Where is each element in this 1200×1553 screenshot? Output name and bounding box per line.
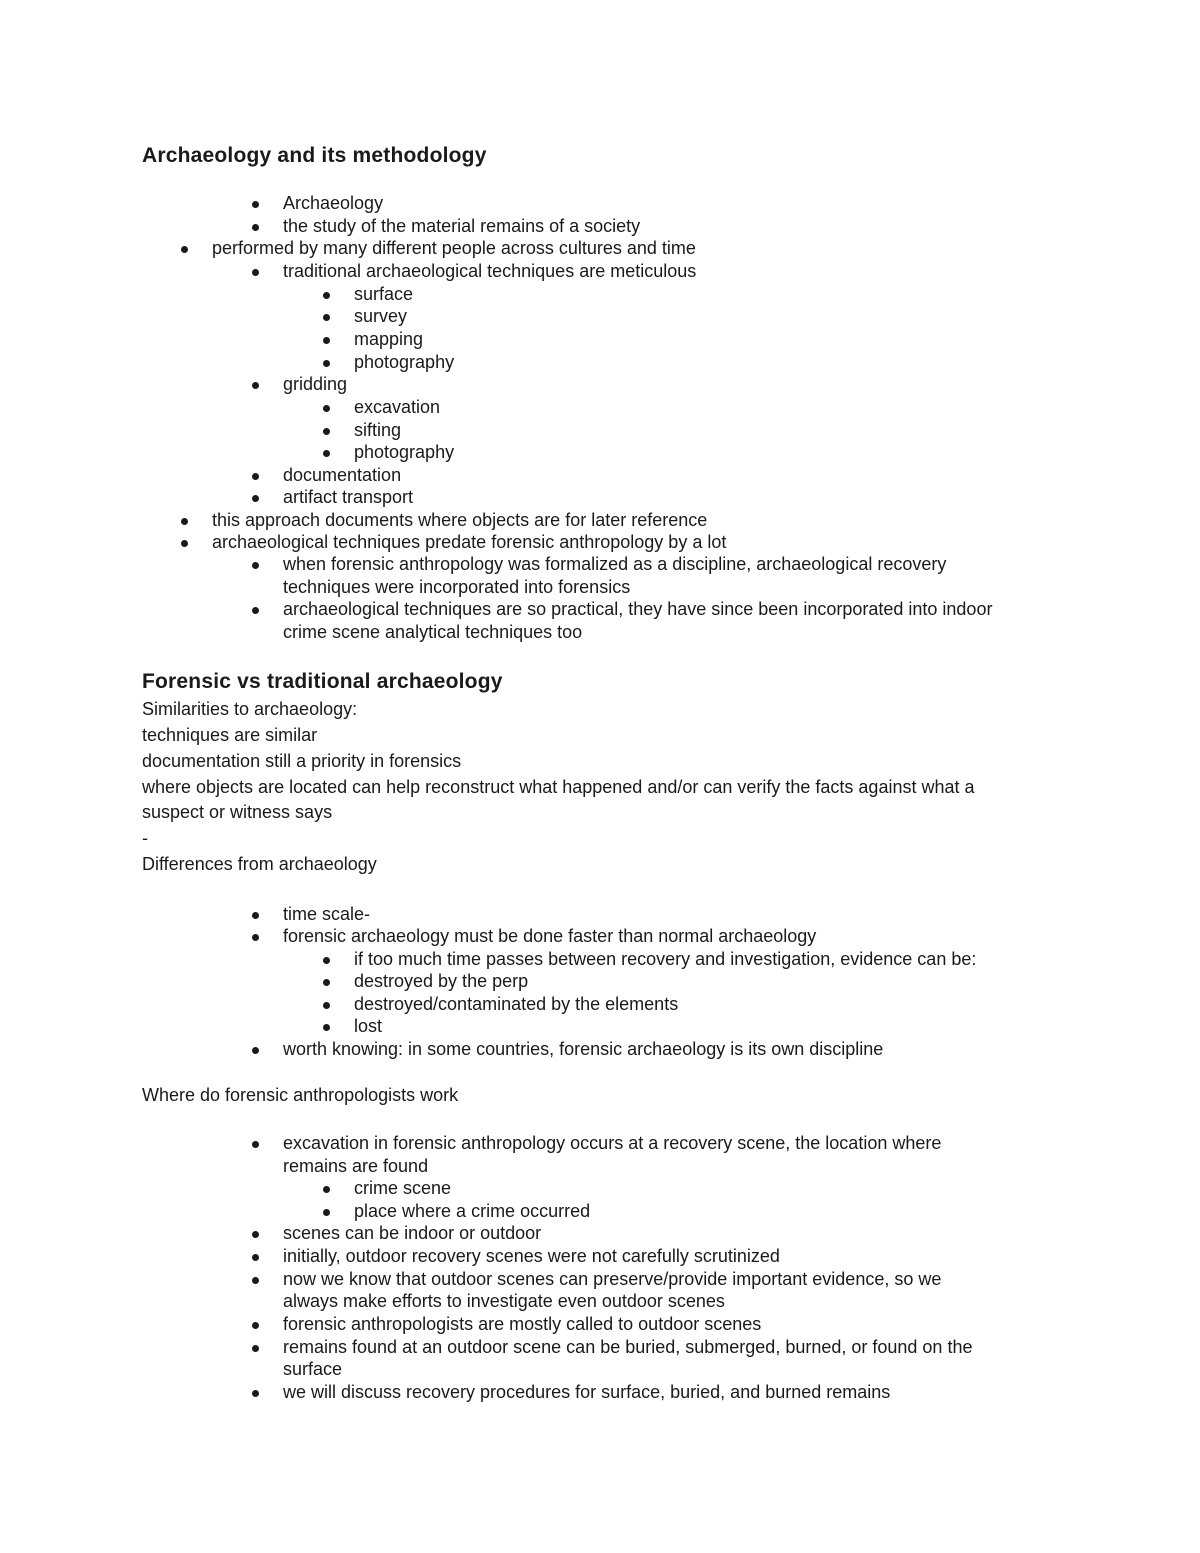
list-item: excavation	[354, 397, 441, 417]
list-item: remains found at an outdoor scene can be buried, submerged, burned, or found on the	[283, 1337, 973, 1357]
list-item: destroyed by the perp	[354, 971, 529, 991]
list-item: we will discuss recovery procedures for surface, buried, and burned remains	[283, 1382, 891, 1402]
list-item: photography	[354, 352, 455, 372]
list-item-continuation: remains are found	[283, 1156, 429, 1176]
list-item: place where a crime occurred	[354, 1201, 591, 1221]
list-item: surface	[354, 284, 414, 304]
list-item: lost	[354, 1016, 383, 1036]
list-item: survey	[354, 306, 408, 326]
list-item: if too much time passes between recovery and investigation, evidence can be:	[354, 949, 977, 969]
list-item: crime scene	[354, 1178, 452, 1198]
paragraph: where objects are located can help reconstruct what happened and/or can verify the facts against what a	[142, 777, 975, 797]
list-item: forensic archaeology must be done faster than normal archaeology	[283, 926, 817, 946]
paragraph: techniques are similar	[142, 725, 318, 745]
list-item: archaeological techniques predate forensic anthropology by a lot	[212, 532, 727, 552]
list-item-continuation: crime scene analytical techniques too	[283, 622, 583, 642]
list-item: scenes can be indoor or outdoor	[283, 1223, 542, 1243]
list-item: now we know that outdoor scenes can preserve/provide important evidence, so we	[283, 1269, 942, 1289]
paragraph: -	[142, 828, 148, 848]
list-item-continuation: surface	[283, 1359, 343, 1379]
list-item: performed by many different people across cultures and time	[212, 238, 696, 258]
list-item: Archaeology	[283, 193, 384, 213]
list-item: sifting	[354, 420, 402, 440]
list-item: when forensic anthropology was formalized as a discipline, archaeological recovery	[283, 554, 947, 574]
section-heading-where-work: Where do forensic anthropologists work	[142, 1085, 459, 1105]
list-item: the study of the material remains of a society	[283, 216, 641, 236]
list-item: destroyed/contaminated by the elements	[354, 994, 679, 1014]
list-item: gridding	[283, 374, 348, 394]
list-item: photography	[354, 442, 455, 462]
list-item: excavation in forensic anthropology occurs at a recovery scene, the location where	[283, 1133, 942, 1153]
paragraph: Differences from archaeology	[142, 854, 377, 874]
section-heading-methodology: Archaeology and its methodology	[142, 144, 487, 167]
list-item: this approach documents where objects are for later reference	[212, 510, 708, 530]
list-item: time scale-	[283, 904, 371, 924]
list-item-continuation: always make efforts to investigate even outdoor scenes	[283, 1291, 725, 1311]
list-item: archaeological techniques are so practical, they have since been incorporated into indoor	[283, 599, 993, 619]
list-item: documentation	[283, 465, 402, 485]
paragraph: suspect or witness says	[142, 802, 333, 822]
list-item: worth knowing: in some countries, forensic archaeology is its own discipline	[283, 1039, 884, 1059]
section-heading-forensic-vs-traditional: Forensic vs traditional archaeology	[142, 670, 503, 693]
list-item: initially, outdoor recovery scenes were not carefully scrutinized	[283, 1246, 780, 1266]
list-item: traditional archaeological techniques are meticulous	[283, 261, 697, 281]
list-item: artifact transport	[283, 487, 414, 507]
list-item-continuation: techniques were incorporated into forensics	[283, 577, 631, 597]
list-item: mapping	[354, 329, 424, 349]
paragraph: documentation still a priority in forensics	[142, 751, 462, 771]
list-item: forensic anthropologists are mostly called to outdoor scenes	[283, 1314, 762, 1334]
paragraph: Similarities to archaeology:	[142, 699, 358, 719]
